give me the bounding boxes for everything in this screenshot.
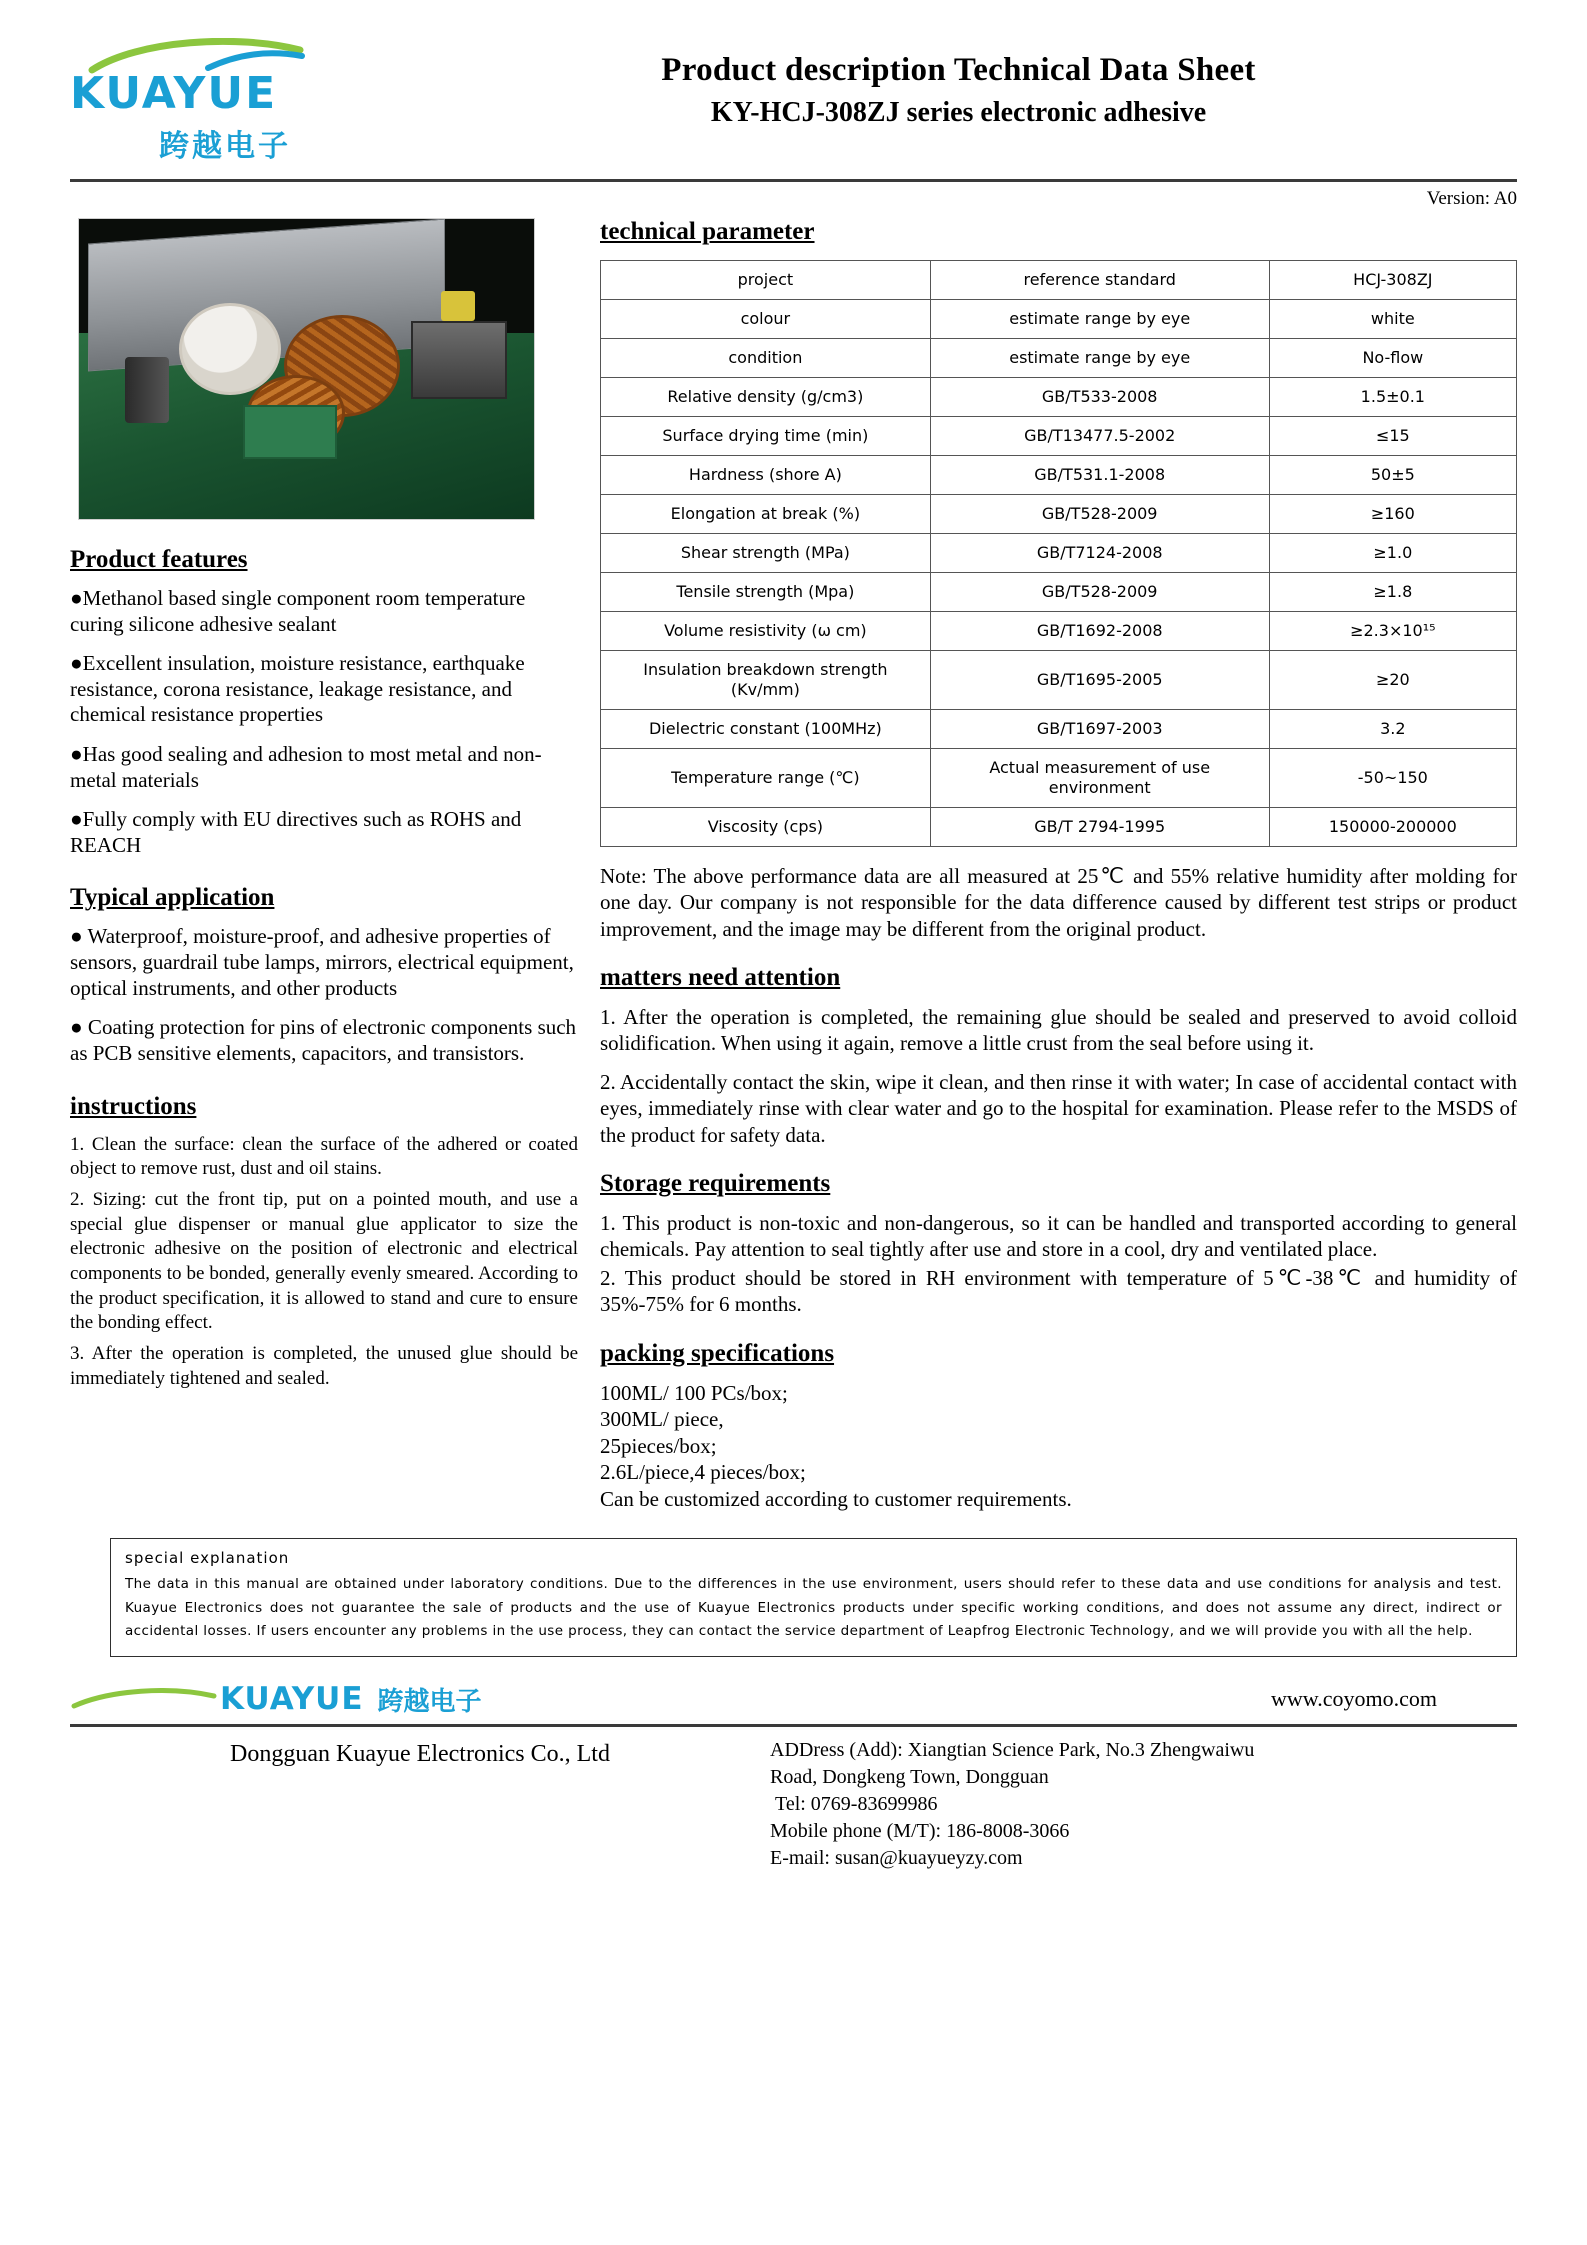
company-logo bbox=[70, 30, 380, 165]
feature-item: ●Has good sealing and adhesion to most metal and non-metal materials bbox=[70, 742, 542, 792]
footer-tel: Tel: 0769-83699986 bbox=[770, 1792, 938, 1815]
packing-item: 300ML/ piece, bbox=[600, 1407, 724, 1432]
table-row bbox=[601, 808, 1517, 847]
table-cell: -50~150 bbox=[1269, 749, 1516, 808]
product-features-title: Product features bbox=[70, 546, 248, 573]
table-cell: estimate range by eye bbox=[930, 300, 1269, 339]
table-cell: estimate range by eye bbox=[930, 339, 1269, 378]
table-row bbox=[601, 651, 1517, 710]
table-row bbox=[601, 378, 1517, 417]
table-cell: ≥20 bbox=[1269, 651, 1516, 710]
table-cell: Relative density (g/cm3) bbox=[601, 378, 931, 417]
table-cell: 3.2 bbox=[1269, 710, 1516, 749]
special-explanation-box bbox=[110, 1538, 1517, 1657]
table-cell: Tensile strength (Mpa) bbox=[601, 573, 931, 612]
table-note: Note: The above performance data are all measured at 25℃ and 55% relative humidity after molding for one day. Our company is not responsible for the data difference caused by different test strips or product improvement, and the image may be different from the original product. bbox=[600, 864, 1517, 941]
attention-title: matters need attention bbox=[600, 963, 841, 991]
feature-item: ●Fully comply with EU directives such as ROHS and REACH bbox=[70, 807, 522, 857]
footer-top bbox=[70, 1681, 1517, 1718]
header-titles bbox=[380, 30, 1517, 129]
table-cell: GB/T533-2008 bbox=[930, 378, 1269, 417]
footer-mobile: Mobile phone (M/T): 186-8008-3066 bbox=[770, 1819, 1070, 1842]
table-cell: condition bbox=[601, 339, 931, 378]
packing-item: 2.6L/piece,4 pieces/box; bbox=[600, 1460, 806, 1485]
footer-contact-block bbox=[770, 1737, 1517, 1872]
table-row bbox=[601, 456, 1517, 495]
table-cell: Volume resistivity (ω cm) bbox=[601, 612, 931, 651]
table-cell: Temperature range (℃) bbox=[601, 749, 931, 808]
table-cell: ≤15 bbox=[1269, 417, 1516, 456]
table-cell: ≥1.0 bbox=[1269, 534, 1516, 573]
instruction-item: 1. Clean the surface: clean the surface of the adhered or coated object to remove rust, dust and oil stains. bbox=[70, 1133, 578, 1180]
storage-item: 2. This product should be stored in RH environment with temperature of 5℃-38℃ and humidity of 35%-75% for 6 months. bbox=[600, 1265, 1517, 1317]
table-cell: Dielectric constant (100MHz) bbox=[601, 710, 931, 749]
technical-parameter-title: technical parameter bbox=[600, 218, 815, 245]
special-explanation-body: The data in this manual are obtained under laboratory conditions. Due to the differences in the use environment, users should refer to these data and use conditions for analysis and test. Kuayue Electronics does not guarantee the sale of products and the use of Kuayue Electronics products under specific working conditions, and does not assume any direct, indirect or accidental losses. If users encounter any problems in the use process, they can contact the service department of Leapfrog Electronic Technology, and we will provide you with all the help. bbox=[125, 1576, 1502, 1640]
packing-item: 100ML/ 100 PCs/box; bbox=[600, 1380, 788, 1405]
table-cell: Hardness (shore A) bbox=[601, 456, 931, 495]
instruction-item: 3. After the operation is completed, the unused glue should be immediately tightened and sealed. bbox=[70, 1343, 578, 1389]
table-cell: GB/T1695-2005 bbox=[930, 651, 1269, 710]
table-cell: No-flow bbox=[1269, 339, 1516, 378]
logo-chinese-name: 跨越电子 bbox=[159, 129, 291, 164]
table-cell: colour bbox=[601, 300, 931, 339]
table-row bbox=[601, 300, 1517, 339]
table-cell: Actual measurement of use environment bbox=[930, 749, 1269, 808]
table-cell: GB/T528-2009 bbox=[930, 495, 1269, 534]
table-row bbox=[601, 534, 1517, 573]
application-item: ● Coating protection for pins of electronic components such as PCB sensitive elements, capacitors, and transistors. bbox=[70, 1015, 577, 1065]
packing-item: 25pieces/box; bbox=[600, 1433, 717, 1458]
footer-bottom bbox=[0, 1727, 1587, 1872]
attention-item: 1. After the operation is completed, the remaining glue should be sealed and preserved to avoid colloid solidification. When using it again, remove a little crust from the seal before using it. bbox=[600, 1004, 1517, 1056]
document-header bbox=[0, 0, 1587, 165]
application-item: ● Waterproof, moisture-proof, and adhesive properties of sensors, guardrail tube lamps, mirrors, electrical equipment, optical instruments, and other products bbox=[70, 924, 574, 1000]
product-photo bbox=[78, 218, 535, 520]
instruction-item: 2. Sizing: cut the front tip, put on a pointed mouth, and use a special glue dispenser or manual glue applicator to size the electronic adhesive on the position of electronic and electrical components to be bonded, generally evenly smeared. According to the product specification, it is allowed to stand and cure to ensure the bonding effect. bbox=[70, 1188, 578, 1334]
table-cell: Elongation at break (%) bbox=[601, 495, 931, 534]
table-cell: GB/T1697-2003 bbox=[930, 710, 1269, 749]
table-cell: GB/T 2794-1995 bbox=[930, 808, 1269, 847]
technical-parameter-table bbox=[600, 260, 1517, 847]
table-header-cell: HCJ-308ZJ bbox=[1269, 261, 1516, 300]
table-cell: ≥1.8 bbox=[1269, 573, 1516, 612]
packing-title: packing specifications bbox=[600, 1339, 835, 1367]
table-row bbox=[601, 612, 1517, 651]
special-explanation-heading: special explanation bbox=[125, 1549, 290, 1568]
page-subtitle: KY-HCJ-308ZJ series electronic adhesive bbox=[710, 97, 1207, 128]
table-cell: 150000-200000 bbox=[1269, 808, 1516, 847]
footer-logo bbox=[70, 1681, 482, 1718]
table-row bbox=[601, 710, 1517, 749]
table-cell: ≥2.3×10¹⁵ bbox=[1269, 612, 1516, 651]
table-cell: Shear strength (MPa) bbox=[601, 534, 931, 573]
version-label: Version: A0 bbox=[1426, 188, 1517, 209]
table-header-cell: project bbox=[601, 261, 931, 300]
footer-address-line1: ADDress (Add): Xiangtian Science Park, No.3 Zhengwaiwu bbox=[770, 1738, 1255, 1761]
footer-logo-wordmark: KUAYUE bbox=[220, 1681, 364, 1718]
packing-item: Can be customized according to customer requirements. bbox=[600, 1486, 1072, 1511]
storage-title: Storage requirements bbox=[600, 1170, 831, 1198]
footer-website[interactable]: www.coyomo.com bbox=[1271, 1686, 1437, 1712]
document-body bbox=[0, 210, 1587, 1512]
table-cell: white bbox=[1269, 300, 1516, 339]
table-cell: GB/T13477.5-2002 bbox=[930, 417, 1269, 456]
footer-email[interactable]: E-mail: susan@kuayueyzy.com bbox=[770, 1846, 1023, 1869]
feature-item: ●Excellent insulation, moisture resistance, earthquake resistance, corona resistance, leakage resistance, and chemical resistance properties bbox=[70, 651, 525, 727]
feature-item: ●Methanol based single component room temperature curing silicone adhesive sealant bbox=[70, 586, 526, 636]
table-cell: GB/T7124-2008 bbox=[930, 534, 1269, 573]
table-row bbox=[601, 573, 1517, 612]
table-header-row bbox=[601, 261, 1517, 300]
instructions-title: instructions bbox=[70, 1092, 197, 1120]
attention-item: 2. Accidentally contact the skin, wipe it clean, and then rinse it with water; In case of accidental contact with eyes, immediately rinse with clear water and go to the hospital for examination. Please refer to the MSDS of the product for safety data. bbox=[600, 1069, 1517, 1147]
logo-swoosh-icon bbox=[70, 40, 380, 74]
right-column bbox=[600, 210, 1517, 1512]
left-column bbox=[70, 210, 600, 1512]
table-row bbox=[601, 339, 1517, 378]
table-header-cell: reference standard bbox=[930, 261, 1269, 300]
storage-item: 1. This product is non-toxic and non-dangerous, so it can be handled and transported according to general chemicals. Pay attention to seal tightly after use and store in a cool, dry and ventilated place. bbox=[600, 1211, 1517, 1262]
table-cell: 1.5±0.1 bbox=[1269, 378, 1516, 417]
logo-wordmark: KUAYUE bbox=[70, 68, 278, 119]
page-title: Product description Technical Data Sheet bbox=[661, 52, 1256, 88]
typical-application-title: Typical application bbox=[70, 884, 275, 912]
table-row bbox=[601, 417, 1517, 456]
footer-address-line2: Road, Dongkeng Town, Dongguan bbox=[770, 1765, 1049, 1788]
table-row bbox=[601, 749, 1517, 808]
table-cell: GB/T528-2009 bbox=[930, 573, 1269, 612]
table-row bbox=[601, 495, 1517, 534]
footer-logo-chinese-name: 跨越电子 bbox=[377, 1686, 482, 1717]
footer-swoosh-icon bbox=[70, 1688, 220, 1710]
table-cell: Viscosity (cps) bbox=[601, 808, 931, 847]
table-cell: Surface drying time (min) bbox=[601, 417, 931, 456]
table-cell: GB/T531.1-2008 bbox=[930, 456, 1269, 495]
table-cell: GB/T1692-2008 bbox=[930, 612, 1269, 651]
table-cell: Insulation breakdown strength (Kv/mm) bbox=[601, 651, 931, 710]
footer-company-name: Dongguan Kuayue Electronics Co., Ltd bbox=[230, 1740, 610, 1767]
table-cell: 50±5 bbox=[1269, 456, 1516, 495]
table-cell: ≥160 bbox=[1269, 495, 1516, 534]
